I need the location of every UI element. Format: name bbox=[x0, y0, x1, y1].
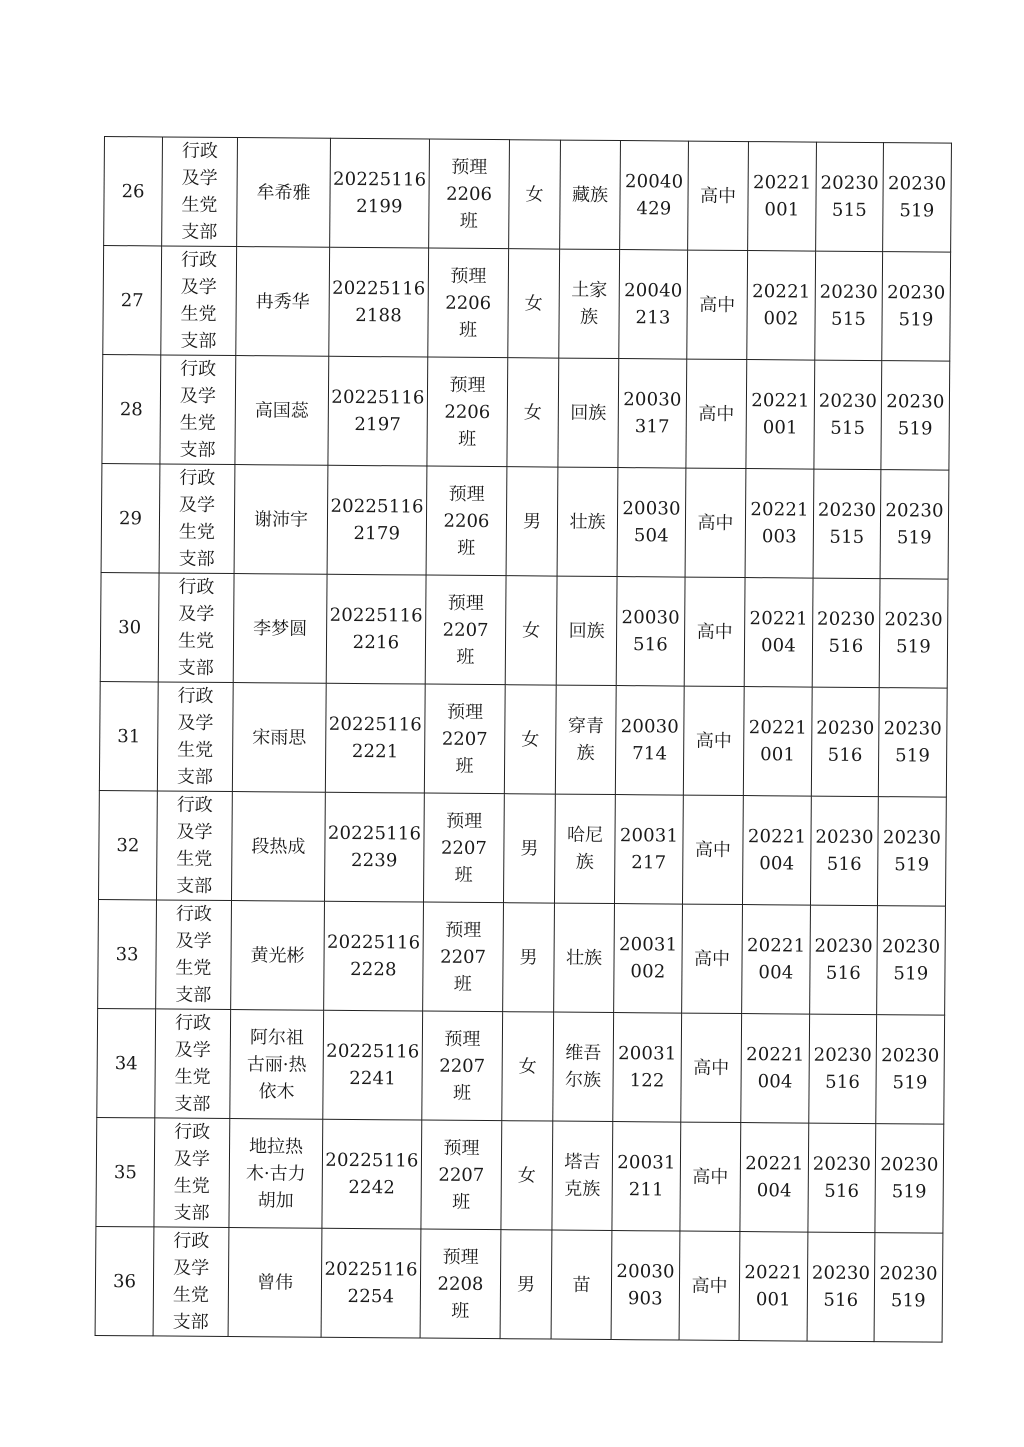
ethnicity-cell: 哈尼 族 bbox=[554, 794, 615, 903]
candidate-date-cell: 20230 519 bbox=[874, 1233, 943, 1343]
birth-date-cell: 20040 429 bbox=[620, 141, 689, 251]
class-cell: 预理 2206 班 bbox=[429, 139, 510, 249]
birth-date-cell: 20040 213 bbox=[619, 250, 688, 360]
table-row bbox=[97, 1008, 945, 1124]
party-branch-cell: 行政 及学 生党 支部 bbox=[154, 1118, 230, 1228]
activist-date-cell: 20230 516 bbox=[811, 687, 879, 797]
activist-date-cell: 20230 516 bbox=[810, 796, 878, 906]
application-date-cell: 20221 001 bbox=[739, 1232, 808, 1342]
table-row bbox=[96, 1117, 944, 1233]
candidate-date-cell: 20230 519 bbox=[876, 1015, 945, 1125]
candidate-date-cell: 20230 519 bbox=[877, 906, 946, 1016]
row-number-cell: 29 bbox=[101, 463, 160, 572]
class-cell: 预理 2207 班 bbox=[425, 575, 506, 685]
birth-date-cell: 20030 317 bbox=[618, 359, 687, 469]
table-row bbox=[103, 246, 951, 362]
student-id-cell: 20225116 2242 bbox=[322, 1119, 422, 1229]
education-cell: 高中 bbox=[684, 577, 745, 686]
ethnicity-cell: 苗 bbox=[551, 1230, 612, 1339]
education-cell: 高中 bbox=[683, 686, 744, 795]
student-id-cell: 20225116 2216 bbox=[326, 574, 426, 684]
birth-date-cell: 20031 211 bbox=[612, 1122, 681, 1232]
activist-date-cell: 20230 515 bbox=[815, 251, 883, 361]
name-cell: 牟希雅 bbox=[237, 138, 331, 248]
application-date-cell: 20221 004 bbox=[742, 905, 811, 1015]
member-table bbox=[95, 136, 952, 1343]
party-branch-cell: 行政 及学 生党 支部 bbox=[156, 900, 232, 1010]
birth-date-cell: 20030 714 bbox=[615, 686, 684, 796]
application-date-cell: 20221 003 bbox=[745, 469, 814, 579]
row-number-cell: 35 bbox=[96, 1117, 155, 1226]
ethnicity-cell: 塔吉 克族 bbox=[552, 1121, 613, 1230]
gender-cell: 女 bbox=[504, 685, 556, 794]
ethnicity-cell: 藏族 bbox=[560, 140, 621, 249]
gender-cell: 男 bbox=[503, 794, 555, 903]
education-cell: 高中 bbox=[682, 904, 743, 1013]
party-branch-cell: 行政 及学 生党 支部 bbox=[160, 355, 236, 465]
class-cell: 预理 2206 班 bbox=[427, 357, 508, 467]
student-id-cell: 20225116 2254 bbox=[321, 1228, 421, 1338]
row-number-cell: 34 bbox=[97, 1008, 156, 1117]
table-row bbox=[99, 790, 947, 906]
party-branch-cell: 行政 及学 生党 支部 bbox=[153, 1227, 229, 1337]
party-branch-cell: 行政 及学 生党 支部 bbox=[162, 137, 238, 247]
activist-date-cell: 20230 515 bbox=[814, 360, 882, 470]
application-date-cell: 20221 002 bbox=[747, 251, 816, 361]
birth-date-cell: 20030 903 bbox=[611, 1231, 680, 1341]
gender-cell: 男 bbox=[500, 1230, 552, 1339]
name-cell: 谢沛宇 bbox=[234, 465, 328, 575]
class-cell: 预理 2206 班 bbox=[426, 466, 507, 576]
gender-cell: 女 bbox=[507, 358, 559, 467]
party-branch-cell: 行政 及学 生党 支部 bbox=[155, 1009, 231, 1119]
education-cell: 高中 bbox=[681, 1013, 742, 1122]
gender-cell: 女 bbox=[502, 1012, 554, 1121]
student-id-cell: 20225116 2221 bbox=[325, 683, 425, 793]
education-cell: 高中 bbox=[679, 1231, 740, 1340]
candidate-date-cell: 20230 519 bbox=[882, 252, 951, 362]
ethnicity-cell: 维吾 尔族 bbox=[553, 1012, 614, 1121]
party-branch-cell: 行政 及学 生党 支部 bbox=[157, 791, 233, 901]
name-cell: 曾伟 bbox=[228, 1228, 322, 1338]
activist-date-cell: 20230 516 bbox=[810, 905, 878, 1015]
birth-date-cell: 20030 516 bbox=[616, 577, 685, 687]
education-cell: 高中 bbox=[680, 1122, 741, 1231]
birth-date-cell: 20030 504 bbox=[617, 468, 686, 578]
row-number-cell: 26 bbox=[104, 137, 163, 246]
application-date-cell: 20221 001 bbox=[743, 687, 812, 797]
student-id-cell: 20225116 2179 bbox=[327, 465, 427, 575]
table-row bbox=[102, 354, 950, 470]
row-number-cell: 32 bbox=[99, 790, 158, 899]
candidate-date-cell: 20230 519 bbox=[880, 470, 949, 580]
activist-date-cell: 20230 516 bbox=[808, 1123, 876, 1233]
ethnicity-cell: 回族 bbox=[556, 576, 617, 685]
name-cell: 冉秀华 bbox=[236, 247, 330, 357]
education-cell: 高中 bbox=[685, 468, 746, 577]
name-cell: 地拉热 木·古力 胡加 bbox=[229, 1119, 323, 1229]
candidate-date-cell: 20230 519 bbox=[883, 143, 952, 253]
row-number-cell: 27 bbox=[103, 246, 162, 355]
party-branch-cell: 行政 及学 生党 支部 bbox=[159, 464, 235, 574]
gender-cell: 女 bbox=[505, 576, 557, 685]
ethnicity-cell: 土家 族 bbox=[559, 249, 620, 358]
class-cell: 预理 2207 班 bbox=[423, 793, 504, 903]
class-cell: 预理 2207 班 bbox=[422, 1011, 503, 1121]
class-cell: 预理 2207 班 bbox=[421, 1120, 502, 1230]
gender-cell: 女 bbox=[508, 249, 560, 358]
gender-cell: 女 bbox=[501, 1121, 553, 1230]
application-date-cell: 20221 004 bbox=[741, 1014, 810, 1124]
table-row bbox=[101, 463, 949, 579]
class-cell: 预理 2206 班 bbox=[428, 248, 509, 358]
row-number-cell: 36 bbox=[95, 1226, 154, 1335]
candidate-date-cell: 20230 519 bbox=[879, 579, 948, 689]
education-cell: 高中 bbox=[686, 359, 747, 468]
class-cell: 预理 2208 班 bbox=[420, 1229, 501, 1339]
gender-cell: 男 bbox=[506, 467, 558, 576]
name-cell: 黄光彬 bbox=[231, 901, 325, 1011]
table-row bbox=[104, 137, 952, 253]
ethnicity-cell: 壮族 bbox=[557, 467, 618, 576]
table-row bbox=[95, 1226, 943, 1342]
application-date-cell: 20221 004 bbox=[742, 796, 811, 906]
application-date-cell: 20221 004 bbox=[740, 1123, 809, 1233]
education-cell: 高中 bbox=[682, 795, 743, 904]
ethnicity-cell: 穿青 族 bbox=[555, 685, 616, 794]
party-branch-cell: 行政 及学 生党 支部 bbox=[161, 246, 237, 356]
birth-date-cell: 20031 217 bbox=[614, 795, 683, 905]
student-id-cell: 20225116 2197 bbox=[328, 356, 428, 466]
application-date-cell: 20221 001 bbox=[748, 142, 817, 252]
table-row bbox=[99, 681, 947, 797]
application-date-cell: 20221 004 bbox=[744, 578, 813, 688]
candidate-date-cell: 20230 519 bbox=[875, 1124, 944, 1234]
activist-date-cell: 20230 516 bbox=[809, 1014, 877, 1124]
birth-date-cell: 20031 122 bbox=[613, 1013, 682, 1123]
table-row bbox=[98, 899, 946, 1015]
table-row bbox=[100, 572, 948, 688]
education-cell: 高中 bbox=[687, 250, 748, 359]
candidate-date-cell: 20230 519 bbox=[878, 688, 947, 798]
name-cell: 李梦圆 bbox=[233, 574, 327, 684]
name-cell: 段热成 bbox=[231, 792, 325, 902]
activist-date-cell: 20230 515 bbox=[813, 469, 881, 579]
candidate-date-cell: 20230 519 bbox=[881, 361, 950, 471]
row-number-cell: 31 bbox=[99, 681, 158, 790]
application-date-cell: 20221 001 bbox=[746, 360, 815, 470]
party-branch-cell: 行政 及学 生党 支部 bbox=[158, 573, 234, 683]
ethnicity-cell: 回族 bbox=[558, 358, 619, 467]
student-id-cell: 20225116 2188 bbox=[329, 247, 429, 357]
activist-date-cell: 20230 516 bbox=[807, 1232, 875, 1342]
row-number-cell: 28 bbox=[102, 354, 161, 463]
name-cell: 阿尔祖 古丽·热 依木 bbox=[230, 1010, 324, 1120]
class-cell: 预理 2207 班 bbox=[424, 684, 505, 794]
party-branch-cell: 行政 及学 生党 支部 bbox=[157, 682, 233, 792]
name-cell: 高国蕊 bbox=[235, 356, 329, 466]
birth-date-cell: 20031 002 bbox=[614, 904, 683, 1014]
gender-cell: 女 bbox=[509, 140, 561, 249]
activist-date-cell: 20230 515 bbox=[816, 142, 884, 252]
activist-date-cell: 20230 516 bbox=[812, 578, 880, 688]
student-id-cell: 20225116 2239 bbox=[324, 792, 424, 902]
student-id-cell: 20225116 2228 bbox=[324, 901, 424, 1011]
gender-cell: 男 bbox=[503, 903, 555, 1012]
row-number-cell: 30 bbox=[100, 572, 159, 681]
class-cell: 预理 2207 班 bbox=[423, 902, 504, 1012]
row-number-cell: 33 bbox=[98, 899, 157, 1008]
candidate-date-cell: 20230 519 bbox=[877, 797, 946, 907]
student-id-cell: 20225116 2241 bbox=[323, 1010, 423, 1120]
ethnicity-cell: 壮族 bbox=[554, 903, 615, 1012]
name-cell: 宋雨思 bbox=[232, 683, 326, 793]
education-cell: 高中 bbox=[688, 141, 749, 250]
student-id-cell: 20225116 2199 bbox=[330, 138, 430, 248]
